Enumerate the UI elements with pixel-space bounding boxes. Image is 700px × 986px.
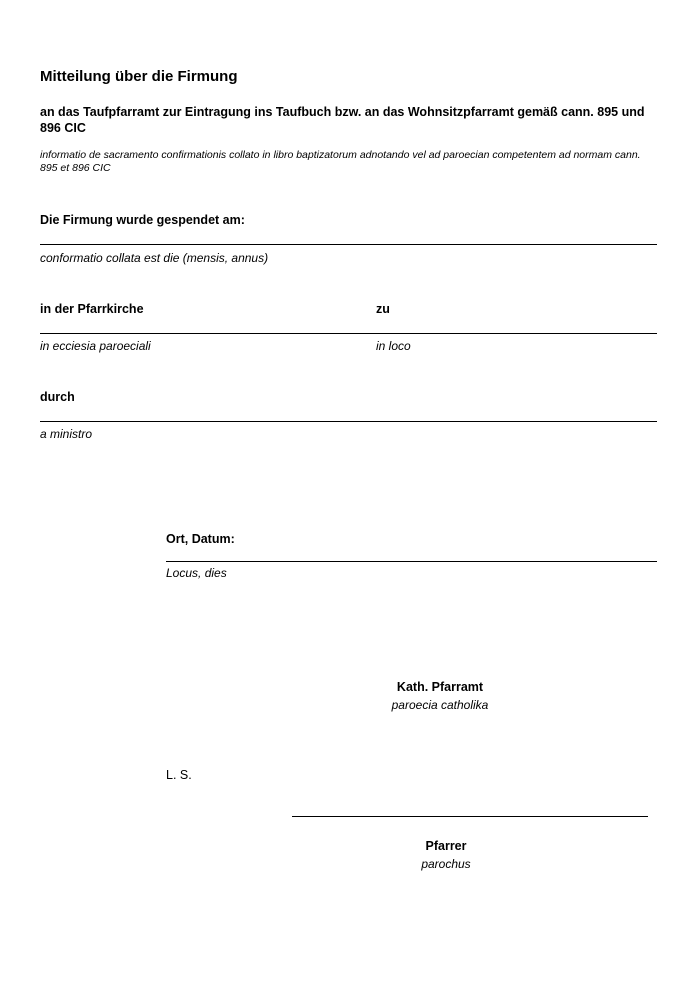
place-label: zu [376, 302, 390, 316]
signer-latin: parochus [421, 857, 471, 871]
church-place-field-line[interactable] [40, 333, 657, 334]
place-latin-label: in loco [376, 339, 411, 353]
document-title: Mitteilung über die Firmung [40, 68, 238, 85]
church-label: in der Pfarrkirche [40, 302, 144, 316]
location-date-field-line[interactable] [166, 561, 657, 562]
document-subtitle: an das Taufpfarramt zur Eintragung ins Taufbuch bzw. an das Wohnsitzpfarramt gemäß cann. 895 und 896 CIC [40, 105, 645, 135]
parish-office-latin: paroecia catholika [391, 698, 489, 712]
minister-label: durch [40, 390, 75, 404]
date-field-line[interactable] [40, 244, 657, 245]
date-latin-label: conformatio collata est die (mensis, annus) [40, 251, 269, 265]
signer-label: Pfarrer [425, 839, 467, 853]
location-date-latin-label: Locus, dies [166, 566, 227, 580]
date-label: Die Firmung wurde gespendet am: [40, 213, 245, 227]
location-date-label: Ort, Datum: [166, 532, 235, 546]
latin-intro: informatio de sacramento confirmationis collato in libro baptizatorum adnotando vel ad paroecian competentem ad normam cann. 895 et 896 CIC [40, 149, 641, 174]
minister-latin-label: a ministro [40, 427, 93, 441]
signature-line[interactable] [292, 816, 648, 817]
parish-office-label: Kath. Pfarramt [396, 680, 484, 694]
church-latin-label: in ecciesia paroeciali [40, 339, 151, 353]
seal-placeholder: L. S. [166, 768, 192, 782]
minister-field-line[interactable] [40, 421, 657, 422]
